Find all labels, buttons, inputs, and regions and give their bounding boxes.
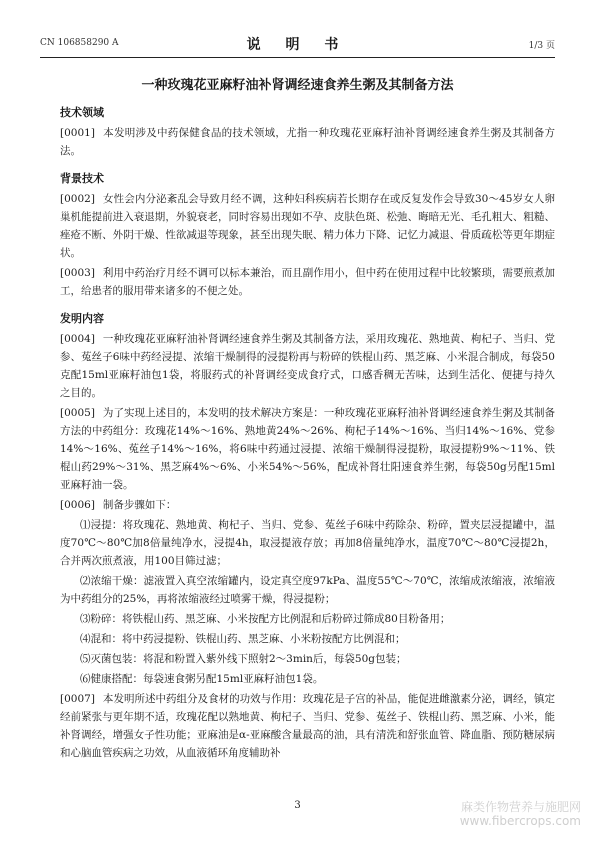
paragraph-0003 [60,264,555,300]
paragraph-tag: [0005] [60,407,95,419]
paragraph-tag: [0006] [60,499,95,511]
document-title: 一种玫瑰花亚麻籽油补肾调经速食养生粥及其制备方法 [141,78,454,93]
section-heading-tech-field: 技术领域 [60,106,104,119]
step-1: ⑴浸提：将玫瑰花、熟地黄、枸杞子、当归、党参、菟丝子6味中药除杂、粉碎，置夹层浸提罐中，温度70℃～80℃加8倍量纯净水，浸提4h，取浸提液存放；再加8倍量纯净水，温度70℃～80℃浸提2h，合并两次煎煮液，用100目筛过滤； [60,519,555,567]
paragraph-0002 [60,190,555,262]
paragraph-0001 [60,124,555,160]
step-5: ⑸灭菌包装：将混和粉置入紫外线下照射2～3min后，每袋50g包装； [80,653,407,665]
section-heading-invention: 发明内容 [60,312,104,325]
document-body [60,104,555,764]
paragraph-tag: [0004] [60,333,95,345]
patent-number: CN 106858290 A [40,38,119,48]
header-divider [40,57,555,58]
section-heading-background: 背景技术 [60,172,104,185]
paragraph-text: 为了实现上述目的，本发明的技术解决方案是：一种玫瑰花亚麻籽油补肾调经速食养生粥及其制备方法的中药组分：玫瑰花14%～16%、熟地黄24%～26%、枸杞子14%～16%、当归14%～16%、党参14%～16%、菟丝子14%～16%，将6味中药通过浸提、浓缩干燥制得浸提粉，取浸提粉9%～11%、铁棍山药29%～31%、黑芝麻4%～6%、小米54%～56%，配成补肾壮阳速食养生粥，每袋50g另配15ml亚麻籽油一袋。 [60,407,555,491]
paragraph-text: 本发明涉及中药保健食品的技术领域，尤指一种玫瑰花亚麻籽油补肾调经速食养生粥及其制备方法。 [60,127,555,157]
paragraph-tag: [0007] [60,693,95,705]
page-indicator: 1/3 页 [528,41,555,51]
watermark-line-2: www.fibercrops.com [459,814,581,828]
step-4: ⑷混和：将中药浸提粉、铁棍山药、黑芝麻、小米粉按配方比例混和； [80,633,406,645]
step-3: ⑶粉碎：将铁棍山药、黑芝麻、小米按配方比例混和后粉碎过筛成80目粉备用； [80,613,451,625]
paragraph-text: 本发明所述中药组分及食材的功效与作用：玫瑰花是子宫的补品，能促进雌激素分泌，调经，镇定经前紧张与更年期不适，玫瑰花配以熟地黄、枸杞子、当归、党参、菟丝子、铁棍山药、黑芝麻、小米，能补肾调经，增强女子性功能；亚麻油是α-亚麻酸含量最高的油，具有清洗和舒张血管、降血脂、预防糖尿病和心脑血管疾病之功效，从血液循环角度辅助补 [60,693,555,759]
step-2: ⑵浓缩干燥：滤液置入真空浓缩罐内，设定真空度97kPa、温度55℃～70℃，浓缩成浓缩液，浓缩液为中药组分的25%，再将浓缩液经过喷雾干燥，得浸提粉； [60,575,555,605]
page-number: 3 [294,800,301,811]
header-title: 说 明 书 [246,37,349,53]
page-header [40,34,555,54]
step-6: ⑹健康搭配：每袋速食粥另配15ml亚麻籽油包1袋。 [80,673,324,685]
paragraph-0007 [60,690,555,762]
paragraph-text: 一种玫瑰花亚麻籽油补肾调经速食养生粥及其制备方法，采用玫瑰花、熟地黄、枸杞子、当归、党参、菟丝子6味中药经浸提、浓缩干燥制得的浸提粉再与粉碎的铁棍山药、黑芝麻、小米混合制成，每袋50克配15ml亚麻籽油包1袋，将服药式的补肾调经变成食疗式，口感香稠无苦味，达到生活化、便捷与持久之目的。 [60,333,555,399]
paragraph-text: 制备步骤如下： [102,499,177,511]
paragraph-0004 [60,330,555,402]
watermark [460,800,581,828]
paragraph-tag: [0001] [60,127,95,139]
paragraph-0006 [60,496,555,514]
paragraph-0005 [60,404,555,494]
paragraph-text: 利用中药治疗月经不调可以标本兼治，而且副作用小，但中药在使用过程中比较繁琐，需要煎煮加工，给患者的服用带来诸多的不便之处。 [60,267,555,297]
paragraph-tag: [0002] [60,193,95,205]
paragraph-text: 女性会内分泌紊乱会导致月经不调，这种妇科疾病若长期存在或反复发作会导致30～45岁女人卵巢机能提前进入衰退期，外貌衰老，同时容易出现如不孕、皮肤色斑、松弛、晦暗无光、毛孔粗大、粗糙、痤疮不断、外阴干燥、性欲减退等现象，甚至出现失眠、精力体力下降、记忆力减退、骨质疏松等更年期症状。 [60,193,555,259]
watermark-line-1: 麻类作物营养与施肥网 [460,800,581,814]
paragraph-tag: [0003] [60,267,95,279]
